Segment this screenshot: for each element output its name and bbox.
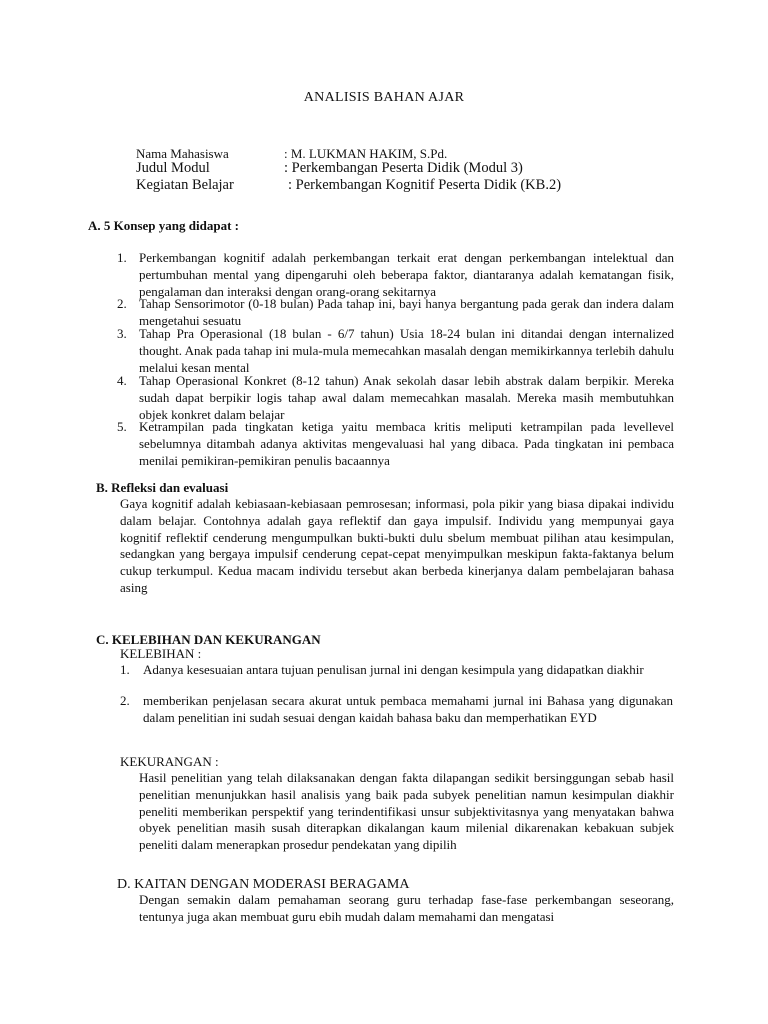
list-number: 3. — [117, 326, 127, 341]
meta-label: Nama Mahasiswa — [136, 146, 229, 161]
section-a-heading: A. 5 Konsep yang didapat : — [88, 218, 239, 233]
list-number: 1. — [120, 662, 130, 677]
meta-value: : Perkembangan Peserta Didik (Modul 3) — [284, 160, 523, 176]
list-item: Tahap Pra Operasional (18 bulan - 6/7 tahun) Usia 18-24 bulan ini ditandai dengan internalized thought. Anak pada tahap ini mula-mula memecahkan masalah dengan memikirkannya terlebih dahulu melalui kesan mental — [139, 326, 674, 375]
section-d-heading: D. KAITAN DENGAN MODERASI BERAGAMA — [117, 877, 410, 892]
meta-label: Kegiatan Belajar — [136, 177, 234, 193]
list-number: 5. — [117, 419, 127, 434]
meta-label: Judul Modul — [136, 160, 210, 176]
section-c-heading: C. KELEBIHAN DAN KEKURANGAN — [96, 632, 321, 647]
section-d-text: Dengan semakin dalam pemahaman seorang guru terhadap fase-fase perkembangan seseorang, tentunya juga akan membuat guru ebih mudah dalam memahami dan mengatasi — [139, 892, 674, 924]
list-item: Tahap Sensorimotor (0-18 bulan) Pada tahap ini, bayi hanya bergantung pada gerak dan indera dalam mengetahui sesuatu — [139, 296, 674, 328]
list-item: Adanya kesesuaian antara tujuan penulisan jurnal ini dengan kesimpula yang didapatkan diakhir — [143, 662, 644, 677]
list-item: Tahap Operasional Konkret (8-12 tahun) Anak sekolah dasar lebih abstrak dalam berpikir. Mereka sudah dapat berpikir logis tahap awal dalam memecahkan masalah. Mereka masih membutuhkan objek konkret dalam belajar — [139, 373, 674, 422]
page-title: ANALISIS BAHAN AJAR — [303, 90, 465, 105]
meta-value: : M. LUKMAN HAKIM, S.Pd. — [284, 146, 448, 161]
list-number: 4. — [117, 373, 127, 388]
section-b-heading: B. Refleksi dan evaluasi — [96, 480, 229, 495]
kelebihan-label: KELEBIHAN : — [120, 646, 202, 661]
list-item: Perkembangan kognitif adalah perkembangan terkait erat dengan perkembangan intelektual dan pertumbuhan mental yang dipengaruhi oleh beberapa faktor, diantaranya adalah kematangan fisik, pengalaman dan interaksi dengan orang-orang sekitarnya — [139, 250, 674, 299]
section-b-text: Gaya kognitif adalah kebiasaan-kebiasaan pemrosesan; informasi, pola pikir yang biasa dipakai individu dalam belajar. Contohnya adalah gaya reflektif dan gaya impulsif. Individu yang mempunyai gaya kognitif reflektif cenderung mengumpulkan bukti-bukti dulu sbelum membuat pilihan atau kesimpulan, sedangkan yang bergaya impulsif cenderung cepat-cepat menyimpulkan meskipun fakta-faktanya belum cukup terkumpul. Kedua macam individu tersebut akan berbeda kinerjanya dalam pembelajaran bahasa asing — [120, 496, 674, 595]
kekurangan-text: Hasil penelitian yang telah dilaksanakan dengan fakta dilapangan sedikit bersinggungan sebab hasil penelitian menunjukkan hasil analisis yang baik pada subyek penelitian namun kesimpulan diakhir peneliti memberikan perspektif yang terindentifikasi unsur subjektivitasnya yang menyatakan bahwa obyek penelitian masih susah diterapkan dikalangan kaum milenial dikarenakan kebakuan subjek peneliti dalam menerapkan prosedur pendekatan yang dipilih — [139, 770, 674, 853]
list-item: Ketrampilan pada tingkatan ketiga yaitu membaca kritis meliputi ketrampilan pada levellevel sebelumnya ditambah adanya aktivitas mengevaluasi hal yang dibaca. Pada tingkatan ini pembaca menilai pemikiran-pemikiran penulis bacaannya — [139, 419, 674, 468]
list-number: 1. — [117, 250, 127, 265]
list-number: 2. — [120, 693, 130, 708]
kekurangan-label: KEKURANGAN : — [120, 754, 219, 769]
meta-value: : Perkembangan Kognitif Peserta Didik (KB.2) — [288, 177, 562, 193]
list-item: memberikan penjelasan secara akurat untuk pembaca memahami jurnal ini Bahasa yang digunakan dalam penelitian ini sudah sesuai dengan kaidah bahasa baku dan memperhatikan EYD — [143, 693, 673, 725]
list-number: 2. — [117, 296, 127, 311]
